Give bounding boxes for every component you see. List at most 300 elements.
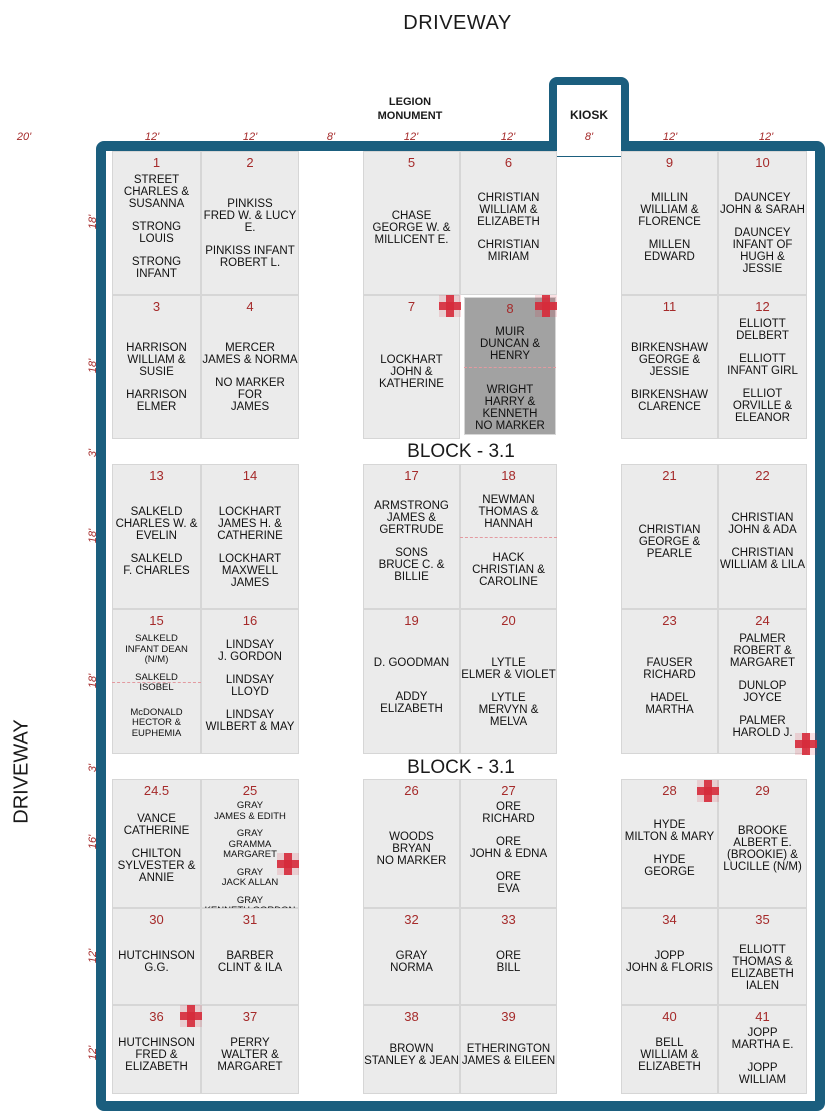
plot-names (622, 524, 717, 560)
plot-name-line: ORE (496, 836, 521, 848)
side-dimension-label: 3' (87, 448, 99, 458)
plot-name-line: NO MARKER FOR (215, 377, 285, 401)
plot-21[interactable] (621, 464, 718, 609)
driveway-left-label: DRIVEWAY (10, 719, 33, 824)
side-dimension-label: 12' (87, 948, 99, 964)
plot-name-line: CATHERINE (123, 824, 190, 837)
plot-name-line: DAUNCEY (734, 192, 791, 204)
plot-name-line: RICHARD (482, 813, 535, 825)
plot-name-line: JOPP (654, 949, 685, 962)
plot-names (461, 950, 556, 974)
plot-name-line: JOHN & (390, 366, 433, 378)
plot-40[interactable] (621, 1005, 718, 1094)
plot-name-line: McDONALD (130, 706, 183, 718)
plot-name-line: HARRY & (484, 396, 536, 408)
plot-names (113, 342, 200, 413)
plot-number: 20 (501, 613, 516, 628)
plot-name-line: GRAY (236, 800, 264, 811)
plot-5[interactable] (363, 151, 460, 295)
plot-number: 11 (662, 299, 677, 314)
plot-name-line: JOPP (747, 1062, 778, 1074)
plot-name-line: LOCKHART (218, 552, 282, 565)
plot-name-line: MARTHA (645, 703, 694, 716)
plot-number: 34 (662, 912, 677, 927)
plot-name-line: GEORGE & JESSIE (638, 354, 701, 378)
plot-name-line: MILLIN (650, 192, 689, 204)
plot-number: 41 (755, 1009, 770, 1024)
plot-name-line: SYLVESTER & (117, 859, 196, 872)
plot-name-line: NORMA (390, 961, 433, 974)
plot-names (461, 192, 556, 263)
plot-name-line: KATHERINE (379, 378, 444, 390)
plot-name-line: WOODS (389, 830, 434, 843)
plot-name-line: EVELIN (136, 529, 177, 542)
plot-name-line: ELIZABETH (125, 1060, 188, 1073)
plot-3[interactable] (112, 295, 201, 439)
plot-names (461, 494, 556, 588)
plot-name-line: MILLEN (648, 239, 691, 251)
plot-name-line: GRAY (236, 894, 264, 906)
plot-39[interactable] (460, 1005, 557, 1094)
plot-24.5[interactable] (112, 779, 201, 908)
plot-name-line: HUTCHINSON (118, 949, 195, 962)
plot-names (202, 950, 298, 974)
plot-name-line: CATHERINE (217, 529, 283, 542)
plot-name-line: PALMER (739, 714, 786, 727)
plot-divider (464, 367, 556, 368)
plot-name-line: JAMES & EDITH (214, 810, 286, 822)
plot-number: 7 (407, 299, 416, 314)
plot-names (461, 801, 556, 895)
plot-names (113, 950, 200, 974)
plot-name-line: MAXWELL JAMES (221, 564, 279, 589)
plot-name-line: ELIZABETH (477, 216, 540, 228)
plot-20[interactable] (460, 609, 557, 754)
plot-name-line: JOYCE (743, 691, 782, 704)
plot-name-line: ORE (496, 949, 521, 962)
plot-12[interactable] (718, 295, 807, 439)
plot-name-line: SUSANNA (128, 198, 185, 210)
plot-names (364, 950, 459, 974)
plot-number: 38 (404, 1009, 419, 1024)
plot-9[interactable] (621, 151, 718, 295)
plot-names (202, 342, 298, 413)
plot-name-line: LOCKHART (218, 505, 282, 518)
side-dimension-label: 18' (87, 214, 99, 230)
top-dimension-label: 12' (403, 131, 419, 143)
side-dimension-label: 18' (87, 358, 99, 374)
plot-name-line: MILLICENT E. (374, 234, 449, 246)
grave-cross-icon[interactable] (535, 295, 557, 317)
plot-names (113, 506, 200, 577)
side-dimension-label: 12' (87, 1045, 99, 1061)
plot-name-line: INFANT (136, 268, 177, 280)
plot-14[interactable] (201, 464, 299, 609)
plot-16[interactable] (201, 609, 299, 754)
plot-number: 9 (665, 155, 674, 170)
plot-names (202, 198, 298, 269)
plot-name-line: ELMER (136, 401, 177, 413)
plot-names (202, 506, 298, 589)
plot-name-line: MILTON & MARY (624, 830, 715, 843)
plot-name-line: ELMER & VIOLET (461, 668, 556, 681)
plot-names (113, 813, 200, 884)
plot-name-line: BRYAN (392, 842, 431, 855)
side-dimension-label: 3' (87, 763, 99, 773)
plot-name-line: VANCE (137, 812, 176, 825)
plot-name-line: ORE (496, 871, 521, 883)
plot-number: 4 (246, 299, 254, 314)
plot-1[interactable] (112, 151, 201, 295)
plot-name-line: ETHERINGTON (466, 1042, 551, 1055)
plot-number: 40 (662, 1009, 677, 1024)
plot-names (622, 819, 717, 878)
plot-name-line: ORE (496, 801, 521, 813)
plot-name-line: SALKELD (135, 633, 178, 644)
plot-name-line: BILL (496, 961, 521, 974)
plot-number: 12 (755, 299, 770, 314)
plot-name-line: JAMES H. & (218, 517, 282, 530)
plot-25[interactable] (201, 779, 299, 908)
plot-name-line: SALKELD (135, 671, 178, 683)
plot-name-line: EUPHEMIA (131, 727, 182, 739)
plot-24[interactable] (718, 609, 807, 754)
plot-number: 13 (149, 468, 164, 483)
top-dimension-label: 12' (144, 131, 160, 143)
plot-names (461, 657, 556, 728)
plot-name-line: THOMAS & (478, 505, 539, 518)
plot-name-line: MERVYN & MELVA (478, 703, 539, 728)
plot-27[interactable] (460, 779, 557, 908)
plot-name-line: GEORGE & (638, 535, 701, 548)
plot-name-line: WRIGHT (486, 384, 534, 396)
plot-name-line: SONS (395, 546, 428, 559)
plot-name-line: ELIZABETH (380, 702, 443, 715)
plot-name-line: CLARENCE (638, 401, 701, 413)
plot-number: 16 (242, 613, 258, 628)
plot-names (113, 634, 200, 739)
plot-name-line: ROBERT & (733, 644, 792, 657)
plot-name-line: CHRISTIAN (731, 546, 794, 559)
plot-names (622, 657, 717, 716)
plot-name-line: PEARLE (646, 547, 693, 560)
plot-8[interactable] (464, 297, 556, 435)
plot-name-line: DUNCAN & HENRY (479, 338, 541, 362)
plot-23[interactable] (621, 609, 718, 754)
plot-name-line: JAMES & (386, 511, 437, 524)
top-dimension-label: 8' (584, 131, 594, 143)
plot-name-line: JACK ALLAN (221, 877, 279, 888)
plot-35[interactable] (718, 908, 807, 1005)
plot-name-line: LINDSAY (225, 638, 275, 651)
plot-name-line: HUGH & JESSIE (740, 251, 785, 275)
grave-cross-icon[interactable] (277, 853, 299, 875)
plot-number: 1 (152, 155, 161, 170)
plot-names (364, 500, 459, 583)
plot-number: 36 (149, 1009, 164, 1024)
plot-name-line: STREET (133, 174, 180, 186)
plot-name-line: HAROLD J. (732, 726, 793, 739)
plot-number: 26 (404, 783, 419, 798)
plot-number: 24 (755, 613, 770, 628)
plot-name-line: HARRISON (126, 389, 187, 401)
plot-number: 2 (246, 155, 254, 170)
plot-name-line: HYDE (653, 853, 686, 866)
plot-name-line: DELBERT (736, 330, 789, 342)
plot-name-line: JAMES & EILEEN (461, 1054, 556, 1067)
top-dimension-label: 12' (758, 131, 774, 143)
plot-name-line: NO MARKER (475, 420, 545, 432)
plot-name-line: GRAMMA MARGARET (223, 838, 277, 860)
plot-name-line: STANLEY & JEAN (364, 1054, 459, 1067)
side-dimension-label: 18' (87, 673, 99, 689)
plot-name-line: GRAY (395, 949, 428, 962)
side-dimension-label: 16' (87, 834, 99, 850)
plot-31[interactable] (201, 908, 299, 1005)
plot-32[interactable] (363, 908, 460, 1005)
grave-cross-icon[interactable] (697, 780, 719, 802)
top-dimension-label: 20' (16, 131, 32, 143)
plot-name-line: ELIZABETH (638, 1060, 701, 1073)
top-dimension-label: 12' (662, 131, 678, 143)
plot-number: 10 (755, 155, 770, 170)
side-dimension-label: 18' (87, 528, 99, 544)
plot-name-line: WILBERT & MAY (205, 720, 295, 733)
plot-name-line: GEORGE W. & (372, 222, 451, 234)
plot-name-line: INFANT OF (732, 239, 793, 251)
plot-name-line: (BROOKIE) & (727, 848, 798, 861)
plot-name-line: JOHN & ADA (728, 523, 797, 536)
plot-number: 15 (149, 613, 164, 628)
plot-name-line: LYTLE (491, 656, 526, 669)
plot-10[interactable] (718, 151, 807, 295)
plot-number: 27 (501, 783, 516, 798)
plot-name-line: ARMSTRONG (374, 499, 449, 512)
plot-name-line: FRED W. & LUCY E. (203, 210, 297, 234)
plot-number: 29 (755, 783, 770, 798)
plot-name-line: CHARLES & (123, 186, 190, 198)
plot-names (364, 657, 459, 715)
plot-name-line: WILLIAM (738, 1074, 787, 1086)
plot-number: 32 (404, 912, 419, 927)
plot-names (719, 318, 806, 424)
plot-name-line: HANNAH (484, 517, 533, 530)
plot-name-line: HARRISON (126, 342, 187, 354)
plot-name-line: BARBER (226, 949, 274, 962)
plot-number: 35 (755, 912, 770, 927)
plot-name-line: NEWMAN (482, 493, 535, 506)
plot-name-line: D. GOODMAN (373, 656, 450, 669)
plot-name-line: HACK (492, 551, 525, 564)
plot-29[interactable] (718, 779, 807, 908)
driveway-top-label: DRIVEWAY (403, 12, 512, 34)
plot-names (202, 1037, 298, 1073)
plot-name-line: LINDSAY (225, 673, 275, 686)
plot-name-line: DAUNCEY (734, 227, 791, 239)
plot-divider (112, 682, 201, 683)
plot-name-line: PINKISS INFANT (205, 245, 295, 257)
plot-name-line: SALKELD (130, 505, 183, 518)
plot-4[interactable] (201, 295, 299, 439)
plot-number: 24.5 (143, 783, 170, 798)
plot-names (719, 825, 806, 873)
plot-number: 17 (404, 468, 419, 483)
plot-name-line: BIRKENSHAW (631, 342, 708, 354)
plot-names (719, 944, 806, 992)
plot-number: 28 (662, 783, 677, 798)
plot-41[interactable] (718, 1005, 807, 1094)
plot-number: 22 (755, 468, 770, 483)
plot-name-line: CLINT & ILA (217, 961, 283, 974)
plot-name-line: ORVILLE & (732, 400, 793, 412)
plot-name-line: ELIZABETH IALEN (731, 967, 794, 992)
plot-name-line: LOCKHART (380, 354, 443, 366)
plot-names (364, 354, 459, 390)
plot-name-line: THOMAS & (732, 955, 793, 968)
grave-cross-icon[interactable] (439, 295, 461, 317)
plot-name-line: CHARLES W. & (115, 517, 198, 530)
plot-name-line: CHRISTIAN (638, 523, 701, 536)
plot-number: 23 (662, 613, 677, 628)
plot-2[interactable] (201, 151, 299, 295)
plot-names (622, 192, 717, 263)
plot-26[interactable] (363, 779, 460, 908)
plot-number: 19 (404, 613, 419, 628)
plot-name-line: FLORENCE (638, 216, 701, 228)
plot-number: 21 (662, 468, 677, 483)
plot-name-line: BIRKENSHAW (631, 389, 708, 401)
plot-names (113, 1037, 200, 1073)
plot-number: 39 (501, 1009, 516, 1024)
plot-name-line: GERTRUDE (379, 523, 444, 536)
plot-38[interactable] (363, 1005, 460, 1094)
plot-name-line: JOHN & SARAH (720, 204, 805, 216)
plot-name-line: ELLIOT (742, 388, 783, 400)
plot-6[interactable] (460, 151, 557, 295)
plot-name-line: PALMER (739, 632, 786, 645)
plot-34[interactable] (621, 908, 718, 1005)
plot-name-line: ADDY (395, 690, 428, 703)
plot-name-line: LINDSAY (225, 708, 275, 721)
plot-33[interactable] (460, 908, 557, 1005)
plot-name-line: LYTLE (491, 691, 526, 704)
plot-22[interactable] (718, 464, 807, 609)
plot-name-line: ALBERT E. (733, 836, 792, 849)
plot-name-line: ELLIOTT (739, 318, 786, 330)
plot-name-line: RICHARD (643, 668, 696, 681)
plot-divider (460, 537, 557, 538)
plot-name-line: ANNIE (138, 871, 175, 884)
plot-name-line: STRONG (131, 256, 182, 268)
top-dimension-label: 12' (500, 131, 516, 143)
plot-name-line: DUNLOP (738, 679, 787, 692)
plot-name-line: BROOKE (737, 824, 788, 837)
plot-name-line: LLOYD (231, 685, 269, 698)
plot-name-line: HYDE (653, 818, 686, 831)
plot-name-line: CHRISTIAN (477, 239, 540, 251)
plot-30[interactable] (112, 908, 201, 1005)
plot-name-line: ROBERT L. (219, 257, 281, 269)
plot-names (719, 633, 806, 739)
plot-11[interactable] (621, 295, 718, 439)
plot-name-line: LOUIS (139, 233, 174, 245)
grave-cross-icon[interactable] (795, 733, 817, 755)
plot-17[interactable] (363, 464, 460, 609)
plot-13[interactable] (112, 464, 201, 609)
plot-name-line: HUTCHINSON (118, 1036, 195, 1049)
plot-name-line: MIRIAM (487, 251, 530, 263)
plot-name-line: BROWN (389, 1042, 434, 1055)
plot-number: 14 (242, 468, 258, 483)
plot-37[interactable] (201, 1005, 299, 1094)
plot-name-line: EDWARD (644, 251, 695, 263)
plot-number: 37 (242, 1009, 258, 1024)
plot-name-line: ELLIOTT (739, 943, 786, 956)
plot-name-line: JOHN & EDNA (469, 848, 548, 860)
plot-name-line: ELLIOTT (739, 353, 786, 365)
legion-monument-label: LEGION MONUMENT (377, 96, 443, 122)
plot-name-line: INFANT DEAN (N/M) (125, 643, 188, 665)
plot-name-line: WILLIAM & LILA (719, 558, 805, 571)
plot-name-line: ELEANOR (735, 412, 790, 424)
plot-number: 25 (242, 783, 258, 798)
plot-name-line: MARGARET (217, 1060, 283, 1073)
plot-name-line: JAMES (230, 401, 270, 413)
top-dimension-label: 12' (242, 131, 258, 143)
plot-name-line: GEORGE (644, 865, 695, 878)
plot-name-line: WILLIAM & SUSIE (127, 354, 186, 378)
plot-name-line: GRAY (236, 828, 264, 839)
plot-name-line: CHRISTIAN (731, 511, 794, 524)
block-label-lower: BLOCK - 3.1 (407, 757, 515, 778)
plot-name-line: BELL (655, 1036, 684, 1049)
plot-name-line: HADEL (650, 691, 689, 704)
plot-name-line: WILLIAM & (640, 1048, 699, 1061)
plot-names (364, 210, 459, 246)
plot-names (461, 1043, 556, 1067)
plot-names (719, 1027, 806, 1086)
plot-number: 8 (506, 301, 514, 316)
plot-name-line: PERRY (230, 1036, 270, 1049)
plot-name-line: CHASE (391, 210, 432, 222)
plot-name-line: ISOBEL (139, 682, 174, 693)
plot-names (465, 326, 555, 432)
plot-number: 31 (242, 912, 258, 927)
plot-name-line: KENNETH (482, 408, 538, 420)
plot-name-line: GRAY (236, 866, 264, 878)
plot-names (622, 342, 717, 413)
plot-names (364, 1043, 459, 1067)
plot-name-line: JOHN & FLORIS (626, 961, 713, 974)
plot-names (113, 174, 200, 280)
plot-names (622, 1037, 717, 1073)
kiosk-label: KIOSK (569, 108, 608, 122)
plot-names (719, 192, 806, 275)
plot-name-line: MUIR (495, 326, 525, 338)
plot-name-line: WALTER & (221, 1048, 279, 1061)
plot-name-line: BILLIE (394, 570, 429, 583)
plot-name-line: WILLIAM & (640, 204, 699, 216)
grave-cross-icon[interactable] (180, 1005, 202, 1027)
plot-number: 33 (501, 912, 516, 927)
top-dimension-label: 8' (326, 131, 336, 143)
plot-names (622, 950, 717, 974)
plot-name-line: CHRISTIAN (477, 192, 540, 204)
plot-name-line: LUCILLE (N/M) (723, 860, 802, 873)
plot-19[interactable] (363, 609, 460, 754)
plot-name-line: FRED & (135, 1048, 178, 1061)
block-label-upper: BLOCK - 3.1 (407, 441, 515, 462)
